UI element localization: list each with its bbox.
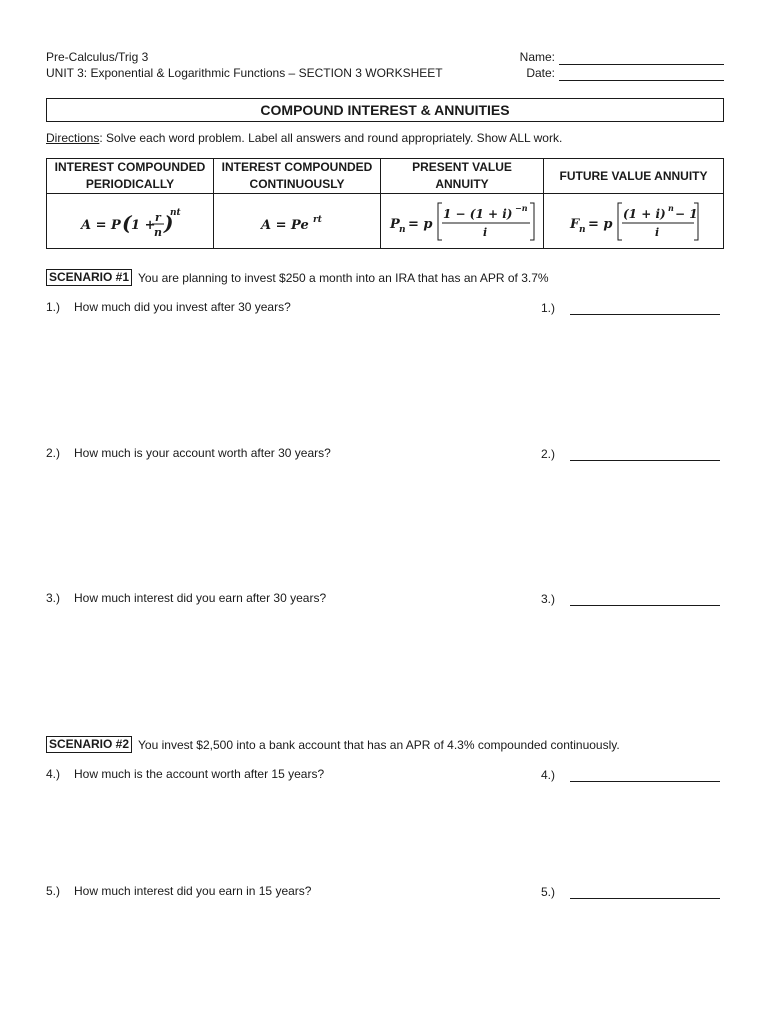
question-1 <box>46 300 291 314</box>
header-continuous-line2: CONTINUOUSLY <box>249 177 345 191</box>
scenario-1-tag: SCENARIO #1 <box>46 269 132 286</box>
formula-present-value <box>381 194 544 249</box>
answer-4 <box>541 768 720 782</box>
answer-3-blank[interactable] <box>570 592 720 606</box>
answer-4-blank[interactable] <box>570 768 720 782</box>
answer-5 <box>541 885 720 899</box>
date-blank[interactable] <box>559 67 724 81</box>
svg-text:A = P: A = P <box>81 218 121 233</box>
question-1-text: How much did you invest after 30 years? <box>74 300 291 314</box>
svg-text:rt: rt <box>313 215 322 225</box>
worksheet-title <box>46 98 724 122</box>
name-label: Name: <box>519 50 555 64</box>
header-future-value <box>544 159 724 194</box>
svg-text:F: F <box>569 217 579 232</box>
svg-text:n: n <box>399 225 406 235</box>
answer-2-blank[interactable] <box>570 447 720 461</box>
svg-text:(1 + i): (1 + i) <box>622 207 666 221</box>
header-periodic-line1: INTEREST COMPOUNDED <box>54 160 206 174</box>
answer-5-blank[interactable] <box>570 885 720 899</box>
formula-table <box>46 158 724 249</box>
formula-table-header-row <box>47 159 724 194</box>
svg-text:1 +: 1 + <box>131 218 156 233</box>
svg-text:(: ( <box>122 211 132 235</box>
question-4 <box>46 767 324 781</box>
formula-future-value-graphic <box>568 198 700 244</box>
svg-text:r: r <box>155 211 161 224</box>
question-2-text: How much is your account worth after 30 years? <box>74 446 331 460</box>
question-3-text: How much interest did you earn after 30 years? <box>74 591 327 605</box>
scenario-2-text: You invest $2,500 into a bank account that has an APR of 4.3% compounded continuously. <box>138 737 620 752</box>
header-future-value-line1: FUTURE VALUE ANNUITY <box>559 168 708 183</box>
header-periodic <box>47 159 214 194</box>
question-1-number: 1.) <box>46 300 61 314</box>
answer-5-number: 5.) <box>541 885 556 899</box>
date-label: Date: <box>526 66 555 80</box>
name-blank[interactable] <box>559 51 724 65</box>
header-present-value <box>381 159 544 194</box>
question-5 <box>46 884 311 898</box>
formula-continuous <box>214 194 381 249</box>
question-2-number: 2.) <box>46 446 61 460</box>
formula-periodic-graphic <box>75 199 185 243</box>
question-3-number: 3.) <box>46 591 61 605</box>
question-2 <box>46 446 331 460</box>
scenario-1-text: You are planning to invest $250 a month into an IRA that has an APR of 3.7% <box>138 270 549 285</box>
svg-text:i: i <box>483 226 488 239</box>
svg-text:): ) <box>164 211 174 235</box>
svg-text:n: n <box>154 226 162 239</box>
svg-text:A = Pe: A = Pe <box>261 218 309 233</box>
date-row <box>513 65 724 81</box>
scenario-1 <box>46 269 549 286</box>
formula-present-value-graphic <box>388 198 536 244</box>
question-3 <box>46 591 326 605</box>
formula-continuous-graphic <box>257 199 337 243</box>
header-present-value-line1: PRESENT VALUE ANNUITY <box>412 160 512 191</box>
directions-label: Directions <box>46 131 100 145</box>
svg-text:n: n <box>578 225 586 235</box>
svg-text:= p: = p <box>587 217 613 232</box>
svg-text:−n: −n <box>515 203 528 213</box>
svg-text:1 − (1 + i): 1 − (1 + i) <box>443 207 513 221</box>
header-periodic-line2: PERIODICALLY <box>85 177 175 191</box>
answer-4-number: 4.) <box>541 768 556 782</box>
svg-text:= p: = p <box>408 217 433 232</box>
answer-1-number: 1.) <box>541 301 556 315</box>
formula-table-formula-row <box>47 194 724 249</box>
answer-2-number: 2.) <box>541 447 556 461</box>
answer-2 <box>541 447 720 461</box>
name-row <box>513 49 724 65</box>
scenario-2 <box>46 736 620 753</box>
answer-1-blank[interactable] <box>570 301 720 315</box>
formula-future-value <box>544 194 724 249</box>
question-5-number: 5.) <box>46 884 61 898</box>
header-continuous <box>214 159 381 194</box>
question-5-text: How much interest did you earn in 15 years? <box>74 884 312 898</box>
svg-text:nt: nt <box>170 208 181 218</box>
question-4-text: How much is the account worth after 15 years? <box>74 767 325 781</box>
svg-text:i: i <box>654 226 659 239</box>
worksheet-title-text: COMPOUND INTEREST & ANNUITIES <box>260 102 510 118</box>
course-title: Pre-Calculus/Trig 3 <box>46 50 149 64</box>
svg-text:− 1: − 1 <box>674 207 698 221</box>
question-4-number: 4.) <box>46 767 61 781</box>
header-left <box>46 49 443 81</box>
directions-text: : Solve each word problem. Label all answers and round appropriately. Show ALL work. <box>99 131 563 145</box>
header-continuous-line1: INTEREST COMPOUNDED <box>221 160 373 174</box>
scenario-2-tag: SCENARIO #2 <box>46 736 132 753</box>
header-right <box>513 49 724 81</box>
directions <box>46 131 562 145</box>
answer-3-number: 3.) <box>541 592 556 606</box>
answer-1 <box>541 301 720 315</box>
unit-title: UNIT 3: Exponential & Logarithmic Functions – SECTION 3 WORKSHEET <box>46 66 443 80</box>
svg-text:P: P <box>390 217 400 232</box>
answer-3 <box>541 592 720 606</box>
svg-text:n: n <box>667 203 674 213</box>
formula-periodic <box>47 194 214 249</box>
